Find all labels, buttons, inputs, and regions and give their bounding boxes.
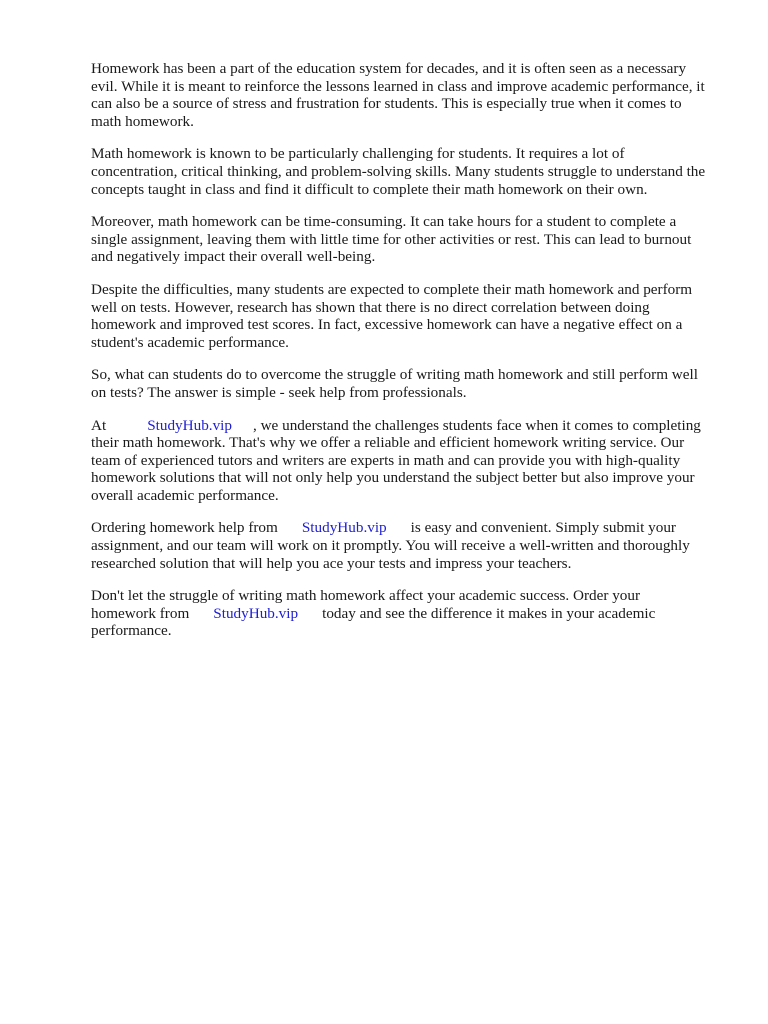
paragraph-challenge: Math homework is known to be particularly challenging for students. It requires a lot of concentration, critical thinking, and problem-solving skills. Many students struggle to understand the concepts taught in class and find it difficult to complete their math homework on their own. [91, 145, 706, 198]
paragraph-ordering-rest: is easy and convenient. Simply submit your assignment, and our team will work on it promptly. You will receive a well-written and thoroughly researched solution that will help you ace your tests and impress your teachers. [91, 519, 690, 572]
paragraph-intro: Homework has been a part of the education system for decades, and it is often seen as a necessary evil. While it is meant to reinforce the lessons learned in class and improve academic performance, it can also be a source of stress and frustration for students. This is especially true when it comes to math homework. [91, 60, 705, 130]
paragraph-closing [91, 587, 723, 640]
paragraph-solution: So, what can students do to overcome the struggle of writing math homework and still perform well on tests? The answer is simple - seek help from professionals. [91, 366, 698, 401]
paragraph-ordering [91, 519, 723, 572]
studyhub-link-3[interactable]: StudyHub.vip [213, 604, 299, 622]
studyhub-link-2[interactable]: StudyHub.vip [301, 519, 387, 537]
paragraph-service [91, 417, 723, 505]
paragraph-time: Moreover, math homework can be time-consuming. It can take hours for a student to complete a single assignment, leaving them with little time for other activities or rest. This can lead to burnout and negatively impact their overall well-being. [91, 213, 692, 266]
paragraph-closing-rest: today and see the difference it makes in your academic performance. [91, 604, 656, 640]
paragraph-difficulties: Despite the difficulties, many students are expected to complete their math homework and perform well on tests. However, research has shown that there is no direct correlation between doing homework and improved test scores. In fact, excessive homework can have a negative effect on a student's academic performance. [91, 280, 693, 351]
paragraph-service-lead: At [91, 416, 107, 434]
document-body [91, 60, 723, 655]
paragraph-service-rest: , we understand the challenges students face when it comes to completing their math homework. That's why we offer a reliable and efficient homework writing service. Our team of experienced tutors and writers are experts in math and can provide you with high-quality homework solutions that will not only help you understand the subject better but also improve your overall academic performance. [91, 416, 701, 504]
paragraph-ordering-lead: Ordering homework help from [91, 519, 278, 537]
paragraph-closing-lead: Don't let the struggle of writing math homework affect your academic success. Order your homework from [91, 587, 641, 622]
studyhub-link-1[interactable]: StudyHub.vip [147, 416, 232, 434]
